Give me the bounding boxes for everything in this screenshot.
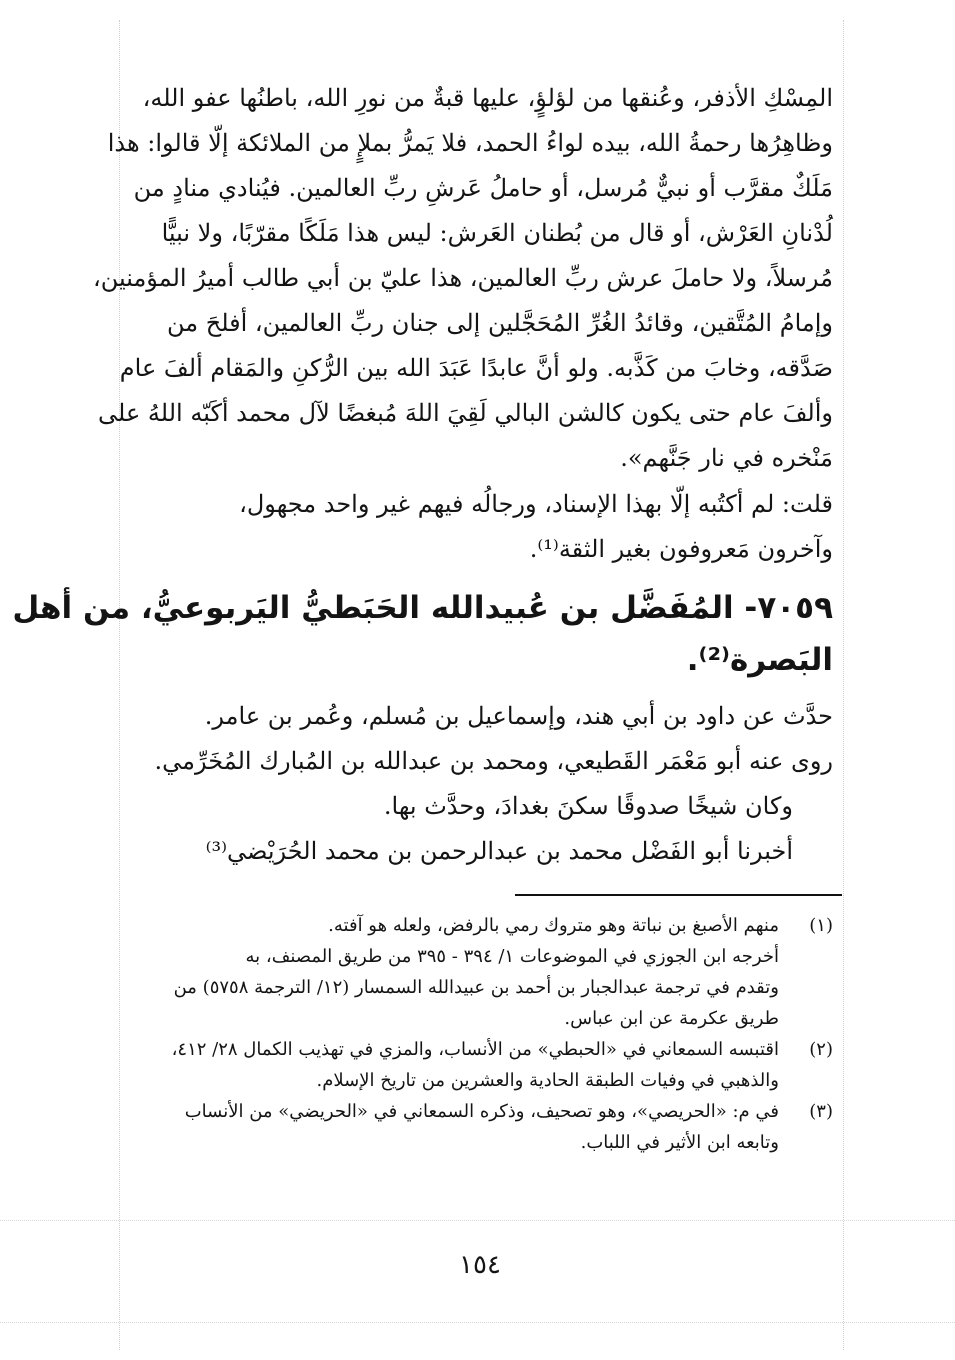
scan-guide-right [843, 20, 844, 1350]
text-line: لُدْنانِ العَرْش، أو قال من بُطنان العَرش: ليس هذا مَلَكًا مقرّبًا، ولا نبيًّا [161, 219, 833, 247]
entry-heading [12, 582, 833, 686]
footnote-line: منهم الأصبغ بن نباتة وهو متروك رمي بالرفض، ولعله هو آفته. [328, 915, 779, 936]
footnote-line: وتابعه ابن الأثير في اللباب. [580, 1132, 779, 1153]
text-line: المِسْكِ الأذفر، وعُنقها من لؤلؤٍ، عليها قبةٌ من نورِ الله، باطنُها عفو الله، [142, 84, 833, 112]
text-line: مُرسلاً، ولا حاملَ عرش ربِّ العالمين، هذا عليّ بن أبي طالب أميرُ المؤمنين، [92, 264, 833, 292]
heading-line: ٧٠٥٩- المُفَضَّل بن عُبيدالله الحَبَطيُّ اليَربوعيُّ، من أهل [12, 590, 833, 626]
footnote-2 [118, 1034, 833, 1096]
text-line: وظاهِرُها رحمةُ الله، بيده لواءُ الحمد، فلا يَمرُّ بملإٍ من الملائكة إلّا قالوا: هذا [107, 129, 833, 157]
text-line: حدَّث عن داود بن أبي هند، وإسماعيل بن مُسلم، وعُمر بن عامر. [204, 702, 833, 730]
text-line: روى عنه أبو مَعْمَر القَطيعي، ومحمد بن عبدالله بن المُبارك المُخَرِّمي. [154, 747, 833, 775]
footnote-3 [118, 1096, 833, 1158]
text-line: وإمامُ المُتَّقين، وقائدُ الغُرِّ المُحَجَّلين إلى جنان ربِّ العالمين، أفلحَ من [166, 309, 833, 337]
footnote-number: (١) [809, 915, 833, 936]
text-line: مَلَكٌ مقرَّب أو نبيٌّ مُرسل، أو حاملُ عَرشِ ربِّ العالمين. فيُنادي منادٍ من [133, 174, 833, 202]
footnote-line: طريق عكرمة عن ابن عباس. [564, 1008, 779, 1029]
text-line: قلت: لم أكتُبه إلّا بهذا الإسناد، ورجالُه فيهم غير واحد مجهول، [239, 490, 833, 518]
footnote-1 [118, 910, 833, 1034]
author-comment [118, 482, 833, 572]
footnote-line: وتقدم في ترجمة عبدالجبار بن أحمد بن عبيدالله السمسار (١٢/ الترجمة ٥٧٥٨) من [173, 977, 779, 998]
page-number: ١٥٤ [459, 1250, 501, 1280]
text-line: صَدَّقه، وخابَ من كَذَّبه. ولو أنَّ عابدًا عَبَدَ الله بين الرُّكنِ والمَقام ألفَ عام [119, 354, 833, 382]
footnote-line: اقتبسه السمعاني في «الحبطي» من الأنساب، والمزي في تهذيب الكمال ٢٨/ ٤١٢، [171, 1039, 779, 1060]
hadith-paragraph [92, 76, 833, 481]
text-line: مَنْخره في نار جَنَّهم». [620, 444, 833, 472]
footnote-separator [515, 894, 842, 896]
footnote-number: (٢) [809, 1039, 833, 1060]
footnote-line: والذهبي في وفيات الطبقة الحادية والعشرين من تاريخ الإسلام. [316, 1070, 779, 1091]
scan-guide-bottom-1 [0, 1220, 955, 1221]
text-line: وألفَ عام حتى يكون كالشن البالي لَقِيَ اللهَ مُبغضًا لآل محمد أكَبّه اللهُ على [98, 399, 833, 427]
text-line: وكان شيخًا صدوقًا سكنَ بغدادَ، وحدَّث بها. [383, 792, 793, 820]
footnotes [118, 910, 833, 1158]
text-line: وآخرون مَعروفون بغير الثقة⁽¹⁾. [529, 535, 833, 563]
heading-line: البَصرة⁽²⁾. [686, 642, 833, 678]
footnote-line: أخرجه ابن الجوزي في الموضوعات ١/ ٣٩٤ - ٣٩٥ من طريق المصنف، به [245, 946, 779, 967]
footnote-line: في م: «الحريصي»، وهو تصحيف، وذكره السمعاني في «الحريضي» من الأنساب [184, 1101, 779, 1122]
scan-guide-bottom-2 [0, 1322, 955, 1323]
text-line: أخبرنا أبو الفَضْل محمد بن عبدالرحمن بن محمد الحُرَيْضي⁽³⁾ [205, 837, 793, 865]
footnote-number: (٣) [809, 1101, 833, 1122]
biography [118, 694, 833, 874]
